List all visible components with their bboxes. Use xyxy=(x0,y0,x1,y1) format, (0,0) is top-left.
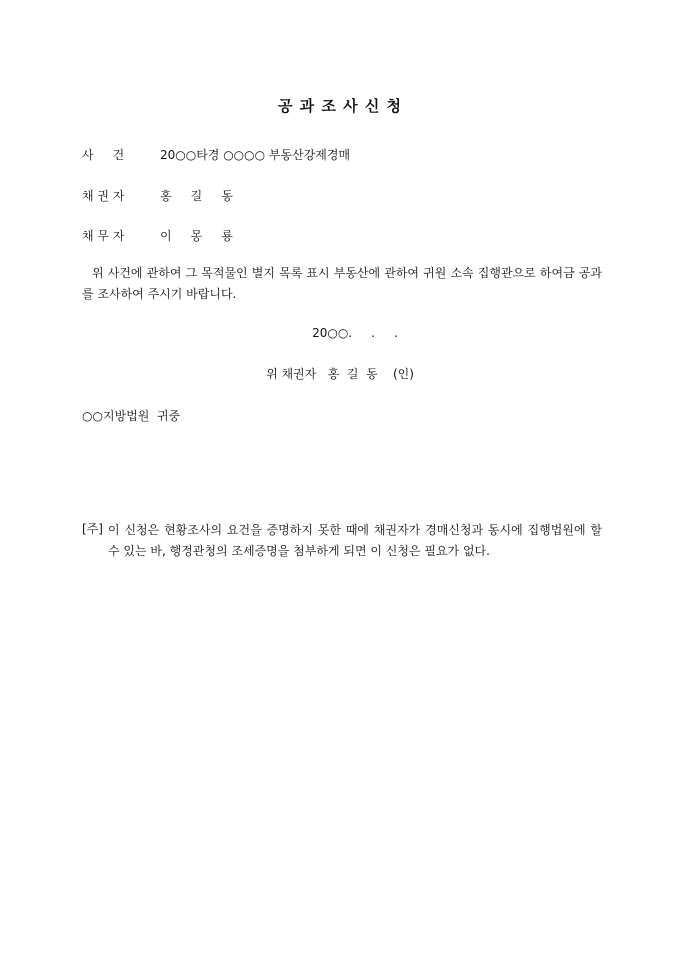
request-body: 위 사건에 관하여 그 목적물인 별지 목록 표시 부동산에 관하여 귀원 소속 집행관으로 하여금 공과를 조사하여 주시기 바랍니다. xyxy=(82,266,602,301)
case-value: 20○○타경 ○○○○ 부동산강제경매 xyxy=(160,148,351,162)
creditor-label: 채 권 자 xyxy=(82,189,125,203)
date-line: 20○○. . . xyxy=(312,326,398,340)
note-text: 이 신청은 현황조사의 요건을 증명하지 못한 때에 채권자가 경매신청과 동시에 집행법원에 할 수 있는 바, 행정관청의 조세증명을 첨부하게 되면 이 신청은 필요가 없다. xyxy=(108,523,602,558)
signature-line: 위 채권자 홍 길 동 (인) xyxy=(266,367,414,381)
case-label: 사 건 xyxy=(82,148,125,162)
debtor-label: 채 무 자 xyxy=(82,229,125,243)
court-addressee: ○○지방법원 귀중 xyxy=(82,409,181,423)
note-mark: [주] xyxy=(82,522,103,536)
document-title: 공 과 조 사 신 청 xyxy=(277,97,403,115)
debtor-value: 이 몽 룡 xyxy=(160,229,233,243)
creditor-value: 홍 길 동 xyxy=(160,189,233,203)
